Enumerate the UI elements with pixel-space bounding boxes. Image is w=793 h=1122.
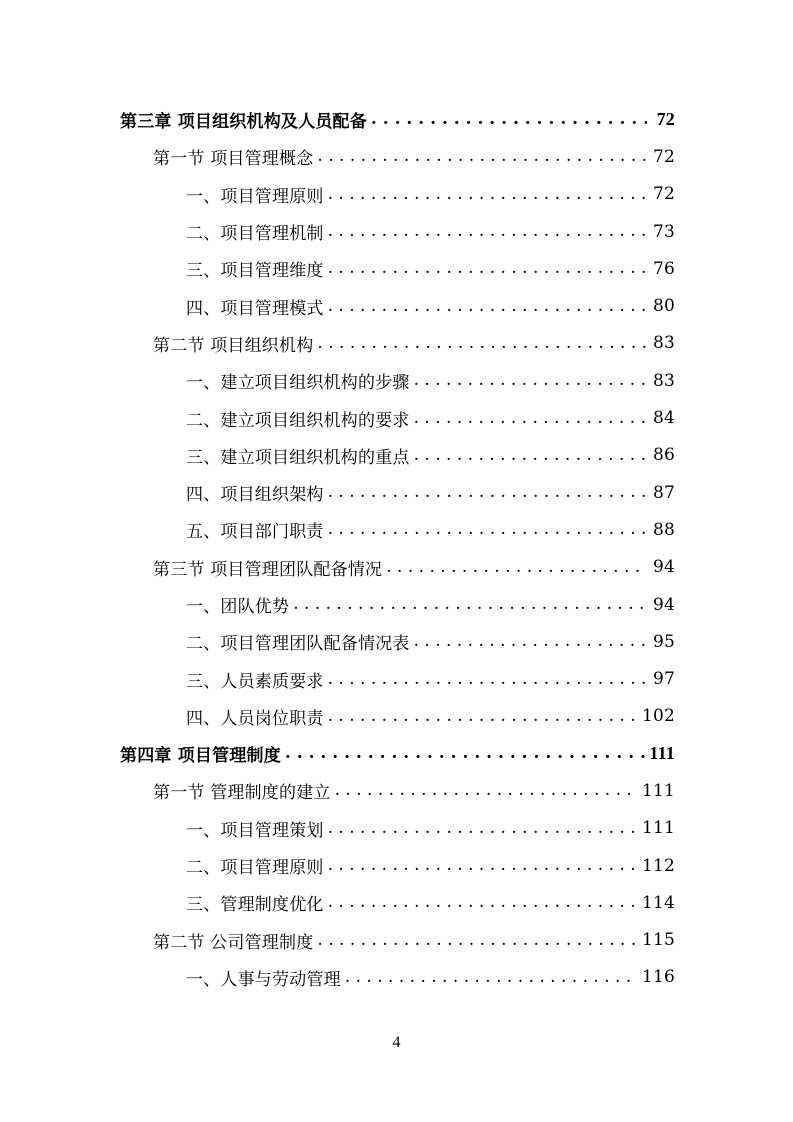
toc-entry-title: 四、人员岗位职责 — [186, 708, 324, 729]
toc-entry-page: 88 — [652, 519, 675, 540]
toc-entry-title: 第一节 项目管理概念 — [153, 149, 314, 170]
page-number: 4 — [392, 1034, 401, 1051]
dot-leader — [285, 745, 645, 762]
toc-entry[interactable] — [186, 437, 675, 474]
toc-entry[interactable] — [153, 138, 675, 175]
dot-leader — [386, 559, 647, 576]
toc-entry-page: 111 — [641, 818, 675, 839]
toc-entry[interactable] — [186, 810, 675, 847]
toc-entry[interactable] — [186, 884, 675, 921]
toc-entry[interactable] — [186, 698, 675, 735]
toc-entry-page: 94 — [652, 557, 675, 578]
toc-entry[interactable] — [120, 101, 675, 138]
toc-entry-title: 第二节 项目组织机构 — [153, 335, 314, 356]
toc-entry-page: 114 — [641, 892, 675, 913]
toc-entry-title: 三、建立项目组织机构的重点 — [186, 447, 410, 468]
toc-entry[interactable] — [186, 287, 675, 324]
dot-leader — [317, 335, 647, 352]
toc-entry-page: 76 — [652, 258, 675, 279]
dot-leader — [328, 298, 647, 315]
dot-leader — [328, 223, 647, 240]
toc-entry-title: 一、团队优势 — [186, 597, 290, 617]
toc-entry-title: 第三章 项目组织机构及人员配备 — [120, 112, 367, 133]
dot-leader — [414, 447, 647, 464]
toc-entry[interactable] — [186, 959, 675, 996]
dot-leader — [328, 857, 638, 874]
dot-leader — [414, 410, 647, 427]
toc-entry-page: 72 — [652, 146, 675, 167]
toc-entry-title: 第二节 公司管理制度 — [153, 932, 314, 953]
dot-leader — [414, 372, 647, 389]
toc-entry-title: 三、人员素质要求 — [186, 671, 324, 692]
toc-entry-page: 97 — [652, 669, 675, 690]
dot-leader — [414, 633, 647, 650]
dot-leader — [328, 521, 647, 538]
toc-entry[interactable] — [186, 586, 675, 623]
dot-leader — [371, 111, 647, 128]
toc-entry[interactable] — [153, 772, 675, 809]
toc-entry-page: 102 — [641, 706, 675, 727]
dot-leader — [328, 186, 647, 203]
dot-leader — [328, 260, 647, 277]
dot-leader — [328, 894, 638, 911]
toc-entry[interactable] — [186, 660, 675, 697]
toc-entry-title: 四、项目管理模式 — [186, 298, 324, 319]
toc-entry[interactable] — [186, 511, 675, 548]
dot-leader — [328, 820, 638, 837]
toc-entry-page: 86 — [652, 445, 675, 466]
toc-entry-title: 三、项目管理维度 — [186, 261, 324, 282]
dot-leader — [328, 671, 647, 688]
toc-entry-page: 95 — [652, 631, 675, 652]
dot-leader — [317, 932, 638, 949]
table-of-contents — [0, 101, 793, 996]
toc-entry[interactable] — [153, 922, 675, 959]
toc-entry[interactable] — [186, 362, 675, 399]
toc-entry[interactable] — [153, 549, 675, 586]
toc-entry-page: 111 — [641, 780, 675, 801]
toc-entry-title: 第四章 项目管理制度 — [120, 746, 281, 767]
toc-entry[interactable] — [120, 735, 675, 772]
toc-entry-page: 72 — [652, 184, 675, 205]
toc-entry-page: 111 — [649, 743, 675, 764]
dot-leader — [328, 708, 638, 725]
toc-entry-title: 第一节 管理制度的建立 — [153, 783, 331, 804]
toc-entry-title: 一、建立项目组织机构的步骤 — [186, 373, 410, 394]
toc-entry-page: 115 — [641, 930, 675, 951]
toc-entry-page: 116 — [641, 967, 675, 988]
dot-leader — [335, 782, 638, 799]
toc-entry[interactable] — [186, 250, 675, 287]
toc-entry-title: 二、项目管理团队配备情况表 — [186, 634, 410, 655]
dot-leader — [317, 148, 647, 165]
toc-entry-title: 二、项目管理原则 — [186, 858, 324, 879]
toc-entry[interactable] — [186, 176, 675, 213]
toc-entry-title: 二、建立项目组织机构的要求 — [186, 410, 410, 431]
toc-entry-page: 73 — [652, 221, 675, 242]
toc-entry[interactable] — [186, 474, 675, 511]
toc-entry-page: 87 — [652, 482, 675, 503]
toc-entry-title: 四、项目组织架构 — [186, 485, 324, 506]
toc-entry-title: 二、项目管理机制 — [186, 224, 324, 245]
toc-entry-title: 一、项目管理原则 — [186, 186, 324, 207]
toc-entry-page: 94 — [652, 594, 675, 615]
toc-entry-page: 84 — [652, 408, 675, 429]
toc-entry-title: 一、项目管理策划 — [186, 820, 324, 841]
toc-entry[interactable] — [186, 623, 675, 660]
toc-entry-page: 80 — [652, 296, 675, 317]
toc-entry-title: 三、管理制度优化 — [186, 895, 324, 916]
toc-entry[interactable] — [186, 213, 675, 250]
toc-entry-title: 一、人事与劳动管理 — [186, 969, 341, 990]
toc-entry-title: 第三节 项目管理团队配备情况 — [153, 559, 383, 580]
dot-leader — [293, 596, 647, 613]
toc-entry[interactable] — [186, 399, 675, 436]
toc-entry-page: 83 — [652, 333, 675, 354]
toc-entry[interactable] — [186, 847, 675, 884]
toc-entry-page: 72 — [656, 109, 675, 130]
toc-entry-page: 112 — [641, 855, 675, 876]
dot-leader — [345, 969, 638, 986]
toc-entry-title: 五、项目部门职责 — [186, 522, 324, 543]
toc-entry-page: 83 — [652, 370, 675, 391]
toc-entry[interactable] — [153, 325, 675, 362]
dot-leader — [328, 484, 647, 501]
